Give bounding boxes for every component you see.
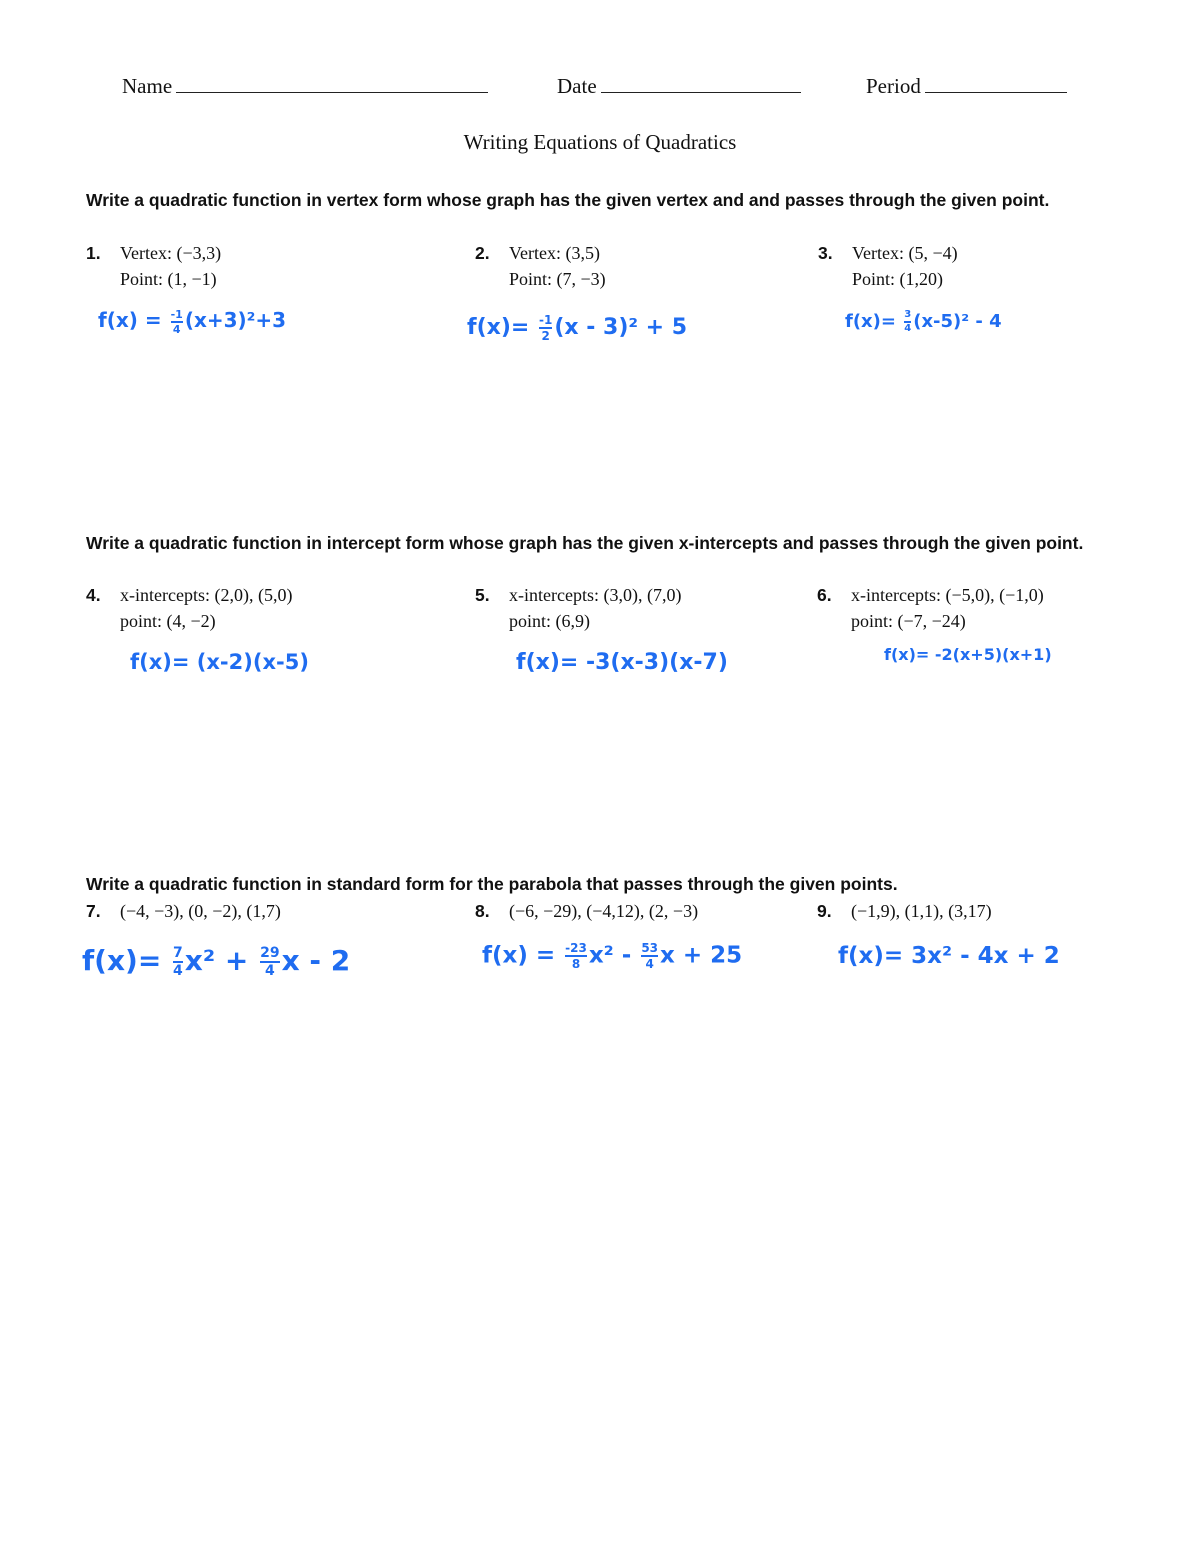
- problem-points: (−6, −29), (−4,12), (2, −3): [509, 901, 699, 921]
- problem-3: [818, 240, 958, 292]
- answer-4: f(x)= (x-2)(x-5): [130, 650, 309, 674]
- problem-number: 5.: [475, 585, 490, 605]
- period-label: Period: [866, 74, 921, 98]
- answer-7: f(x)= $\frac{7}{4}$ x² + $\frac{29}{4}$ x - 2: [82, 944, 351, 979]
- problem-point: Point: (7, −3): [509, 269, 606, 289]
- problem-8: [475, 898, 698, 924]
- section-3-instruction: Write a quadratic function in standard form for the parabola that passes through the given points.: [86, 874, 898, 894]
- answer-fraction-1: $\frac{-23}{8}$: [565, 941, 587, 971]
- section-2-instruction: Write a quadratic function in intercept form whose graph has the given x-intercepts and passes through the given point.: [86, 533, 1084, 553]
- date-label: Date: [557, 74, 597, 98]
- problem-intercepts: x-intercepts: (3,0), (7,0): [509, 585, 682, 605]
- problem-point: Point: (1,20): [852, 269, 944, 289]
- problem-number: 9.: [817, 901, 832, 921]
- answer-fraction-2: $\frac{53}{4}$: [641, 941, 659, 971]
- header-row: [0, 74, 1200, 104]
- problem-number: 7.: [86, 901, 101, 921]
- name-field: [122, 74, 488, 99]
- problem-4: [86, 582, 292, 634]
- answer-5: f(x)= -3(x-3)(x-7): [516, 650, 728, 675]
- answer-2: f(x)= $\frac{-1}{2}$ (x - 3)² + 5: [467, 313, 688, 343]
- problem-number: 3.: [818, 243, 833, 263]
- problem-point: point: (6,9): [509, 611, 590, 631]
- period-blank[interactable]: [925, 74, 1067, 93]
- problem-9: [817, 898, 992, 924]
- problem-point: Point: (1, −1): [120, 269, 217, 289]
- date-blank[interactable]: [601, 74, 801, 93]
- problem-vertex: Vertex: (5, −4): [852, 243, 958, 263]
- problem-point: point: (4, −2): [120, 611, 216, 631]
- answer-3: f(x)= $\frac{3}{4}$ (x-5)² - 4: [845, 309, 1002, 334]
- problem-6: [817, 582, 1044, 634]
- answer-fraction: $\frac{-1}{4}$: [170, 307, 183, 336]
- answer-fraction-2: $\frac{29}{4}$: [260, 945, 280, 979]
- page-title: Writing Equations of Quadratics: [463, 130, 737, 154]
- name-label: Name: [122, 74, 173, 98]
- answer-1: f(x) = $\frac{-1}{4}$ (x+3)²+3: [98, 307, 287, 336]
- problem-number: 6.: [817, 585, 832, 605]
- answer-6: f(x)= -2(x+5)(x+1): [884, 645, 1052, 664]
- problem-number: 4.: [86, 585, 101, 605]
- answer-fraction-1: $\frac{7}{4}$: [173, 945, 183, 979]
- problem-number: 8.: [475, 901, 490, 921]
- problem-7: [86, 898, 281, 924]
- problem-5: [475, 582, 681, 634]
- name-blank[interactable]: [176, 74, 488, 93]
- date-field: [557, 74, 801, 99]
- answer-fraction: $\frac{-1}{2}$: [538, 313, 553, 343]
- problem-number: 1.: [86, 243, 101, 263]
- problem-vertex: Vertex: (3,5): [509, 243, 600, 263]
- problem-vertex: Vertex: (−3,3): [120, 243, 222, 263]
- period-field: [866, 74, 1067, 99]
- problem-1: [86, 240, 221, 292]
- problem-points: (−1,9), (1,1), (3,17): [851, 901, 992, 921]
- problem-points: (−4, −3), (0, −2), (1,7): [120, 901, 281, 921]
- answer-fraction: $\frac{3}{4}$: [904, 309, 912, 334]
- problem-point: point: (−7, −24): [851, 611, 966, 631]
- problem-number: 2.: [475, 243, 490, 263]
- problem-2: [475, 240, 606, 292]
- answer-9: f(x)= 3x² - 4x + 2: [838, 943, 1060, 969]
- problem-intercepts: x-intercepts: (2,0), (5,0): [120, 585, 293, 605]
- problem-intercepts: x-intercepts: (−5,0), (−1,0): [851, 585, 1044, 605]
- section-1-instruction: Write a quadratic function in vertex form whose graph has the given vertex and and passes through the given point.: [86, 190, 1050, 210]
- answer-8: f(x) = $\frac{-23}{8}$ x² - $\frac{53}{4}$ x + 25: [482, 941, 743, 971]
